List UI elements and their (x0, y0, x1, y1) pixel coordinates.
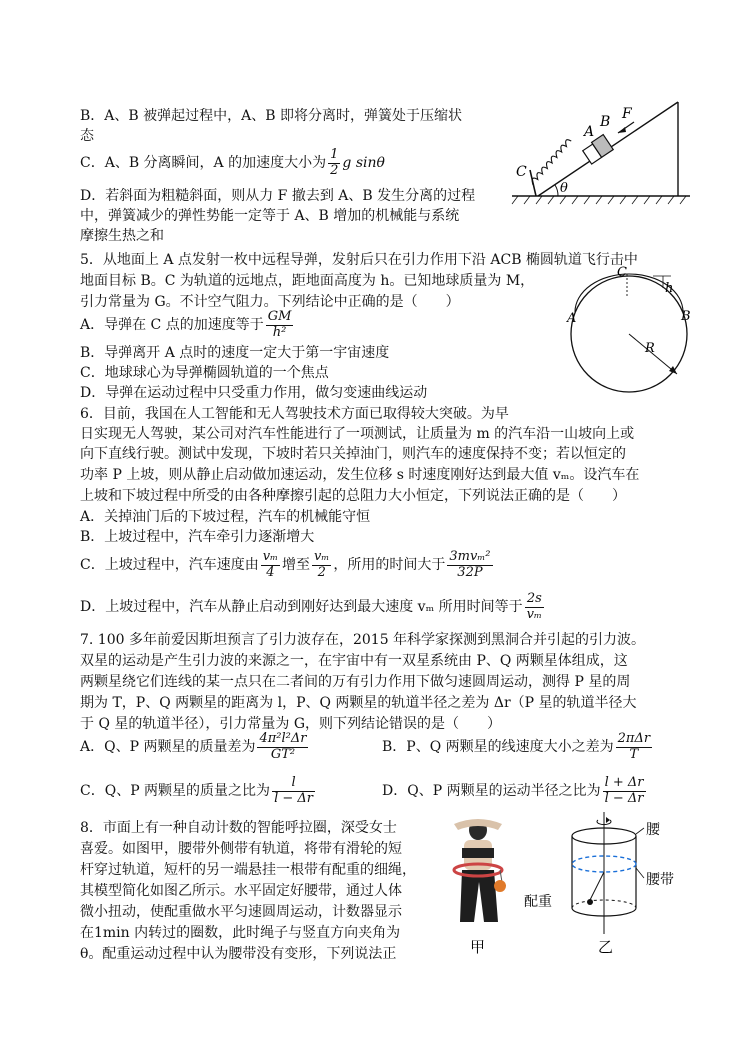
q7-option-b (382, 728, 654, 766)
q8-stem-line6: 在1min 内转过的圈数，此时绳子与竖直方向夹角为 (80, 925, 401, 941)
q5-option-c: C．地球球心为导弹椭圆轨道的一个焦点 (80, 365, 329, 381)
q5-stem-line2: 地面目标 B。C 为轨道的远地点，距地面高度为 h。已知地球质量为 M， (80, 273, 535, 289)
q6-option-c-fraction1 (261, 550, 280, 580)
q4-option-c (80, 148, 385, 178)
q7-stem-line5: 于 Q 星的轨道半径），引力常量为 G，则下列结论错误的是（ ） (80, 716, 502, 732)
frac-den: 2 (317, 564, 326, 580)
label-a: A (584, 124, 595, 140)
q6-stem-line3: 向下直线行驶。测试中发现，下坡时若只关掉油门，则汽车的速度保持不变；若以恒定的 (80, 446, 626, 462)
q7-option-a-fraction (257, 732, 308, 762)
q6-option-d-text: D．上坡过程中，汽车从静止启动到刚好达到最大速度 vₘ 所用时间等于 (80, 599, 523, 615)
q5-option-d: D．导弹在运动过程中只受重力作用，做匀变速曲线运动 (80, 385, 428, 401)
q7-stem-line3: 两颗星绕它们连线的某一点只在二者间的万有引力作用下做匀速圆周运动，测得 P 星的周 (80, 674, 631, 690)
q8-stem-line2: 喜爱。如图甲，腰带外侧带有轨道，将带有滑轮的短 (80, 841, 402, 857)
incline-spring-figure (508, 92, 698, 212)
q5-option-a-text: A．导弹在 C 点的加速度等于 (80, 317, 264, 333)
q7-option-b-text: B．P、Q 两颗星的线速度大小之差为 (382, 739, 614, 755)
q6-option-d (80, 588, 546, 626)
q8-stem-line7: θ。配重运动过程中认为腰带没有变形，下列说法正 (80, 946, 397, 962)
q5-stem-line3: 引力常量为 G。不计空气阻力。下列结论中正确的是（ ） (80, 294, 460, 310)
label-h: h (665, 281, 674, 296)
q5-option-a-fraction (266, 310, 294, 340)
q7-stem-line1: 7. 100 多年前爱因斯坦预言了引力波存在，2015 年科学家探测到黑洞合并引起的引力波。 (80, 632, 646, 648)
frac-den: l − Δr (274, 790, 313, 806)
label-c: C (516, 164, 527, 180)
label-r: R (645, 341, 655, 356)
frac-num: vₘ (314, 549, 330, 565)
label-yao: 腰 (646, 822, 660, 838)
label-theta: θ (560, 181, 568, 196)
q8-stem-line1: 8．市面上有一种自动计数的智能呼拉圈，深受女士 (80, 820, 397, 836)
q6-option-d-fraction (525, 592, 544, 622)
q4-option-d-line1: D．若斜面为粗糙斜面，则从力 F 撤去到 A、B 发生分离的过程 (80, 188, 476, 204)
q7-option-c-fraction (272, 776, 315, 806)
frac-den: 32P (457, 564, 483, 580)
q7-option-a-text: A．Q、P 两颗星的质量差为 (80, 739, 256, 755)
q4-option-d-line2: 中，弹簧减少的弹性势能一定等于 A、B 增加的机械能与系统 (80, 208, 460, 224)
q7-option-d-text: D．Q、P 两颗星的运动半径之比为 (382, 783, 601, 799)
frac-num: GM (267, 309, 292, 325)
frac-den: 4 (266, 564, 275, 580)
frac-num: l + Δr (604, 775, 644, 791)
q7-option-d-fraction (603, 776, 646, 806)
q7-option-c-text: C．Q、P 两颗星的质量之比为 (80, 783, 271, 799)
label-b: B (681, 309, 691, 324)
frac-den: T (629, 746, 639, 762)
q7-stem-line2: 双星的运动是产生引力波的来源之一，在宇宙中有一双星系统由 P、Q 两颗星体组成，这 (80, 653, 628, 669)
frac-num: l (272, 776, 315, 791)
frac-num: vₘ (262, 549, 279, 565)
hula-hoop-photo-figure (440, 818, 518, 956)
q8-stem-line3: 杆穿过轨道，短杆的另一端悬挂一根带有配重的细绳， (80, 862, 416, 878)
q6-option-c (80, 546, 495, 584)
frac-den: l − Δr (604, 790, 644, 806)
label-jia: 甲 (470, 938, 486, 956)
label-a: A (567, 311, 577, 326)
q5-option-a (80, 306, 295, 344)
q5-option-b: B．导弹离开 A 点时的速度一定大于第一宇宙速度 (80, 345, 390, 361)
q6-option-c-fraction3 (447, 550, 492, 580)
label-yaodai: 腰带 (646, 872, 674, 888)
frac-num: 3mvₘ² (449, 549, 491, 565)
q6-option-c-mid: 增至 (282, 557, 311, 573)
q6-option-c-mid2: ，所用的时间大于 (333, 557, 446, 573)
frac-num: 2πΔr (617, 731, 651, 747)
q4-option-b-line2: 态 (80, 128, 94, 144)
frac-den: GT² (270, 746, 296, 762)
q6-option-c-fraction2 (312, 550, 331, 580)
q6-option-a: A．关掉油门后的下坡过程，汽车的机械能守恒 (80, 509, 371, 525)
frac-num: 1 (330, 147, 339, 163)
label-f: F (622, 106, 632, 122)
q7-option-a (80, 728, 310, 766)
q6-option-c-text: C．上坡过程中，汽车速度由 (80, 557, 259, 573)
earth-orbit-figure (565, 262, 695, 394)
q6-stem-line1: 6．目前，我国在人工智能和无人驾驶技术方面已取得较大突破。为早 (80, 406, 509, 422)
q4-option-c-tail: g sinθ (342, 155, 385, 171)
q4-option-d-line3: 摩擦生热之和 (80, 228, 164, 244)
label-yi: 乙 (598, 938, 614, 956)
q4-option-c-fraction (328, 148, 340, 178)
q5-stem-line1: 5．从地面上 A 点发射一枚中远程导弹，发射后只在引力作用下沿 ACB 椭圆轨道飞行击中 (80, 252, 638, 268)
q6-option-b: B．上坡过程中，汽车牵引力逐渐增大 (80, 529, 315, 545)
label-b: B (600, 114, 611, 130)
q7-option-d (382, 772, 648, 810)
label-peizhong: 配重 (524, 894, 552, 910)
q8-stem-line5: 微小扭动，使配重做水平匀速圆周运动，计数器显示 (80, 904, 402, 920)
q7-option-c (80, 772, 317, 810)
q6-stem-line5: 上坡和下坡过程中所受的由各种摩擦引起的总阻力大小恒定，下列说法正确的是（ ） (80, 488, 626, 504)
frac-den: h² (272, 324, 287, 340)
q4-option-c-text: C．A、B 分离瞬间，A 的加速度大小为 (80, 155, 327, 171)
q6-stem-line4: 功率 P 上坡，则从静止启动做加速运动，发生位移 s 时速度刚好达到最大值 vₘ。设汽车在 (80, 467, 640, 483)
q4-option-b-line1: B．A、B 被弹起过程中，A、B 即将分离时，弹簧处于压缩状 (80, 108, 462, 124)
q7-option-b-fraction (616, 732, 652, 762)
frac-num: 2s (525, 592, 544, 607)
q6-stem-line2: 日实现无人驾驶，某公司对汽车性能进行了一项测试，让质量为 m 的汽车沿一山坡向上或 (80, 426, 635, 442)
q7-stem-line4: 期为 T，P、Q 两颗星的距离为 l，P、Q 两颗星的轨道半径之差为 Δr（P 星的轨道半径大 (80, 695, 637, 711)
frac-den: vₘ (526, 606, 542, 622)
frac-num: 4π²l²Δr (259, 731, 307, 747)
label-c: C (617, 265, 627, 280)
q8-stem-line4: 其模型简化如图乙所示。水平固定好腰带，通过人体 (80, 883, 402, 899)
waist-cylinder-model-figure (520, 808, 690, 958)
frac-den: 2 (330, 162, 339, 178)
